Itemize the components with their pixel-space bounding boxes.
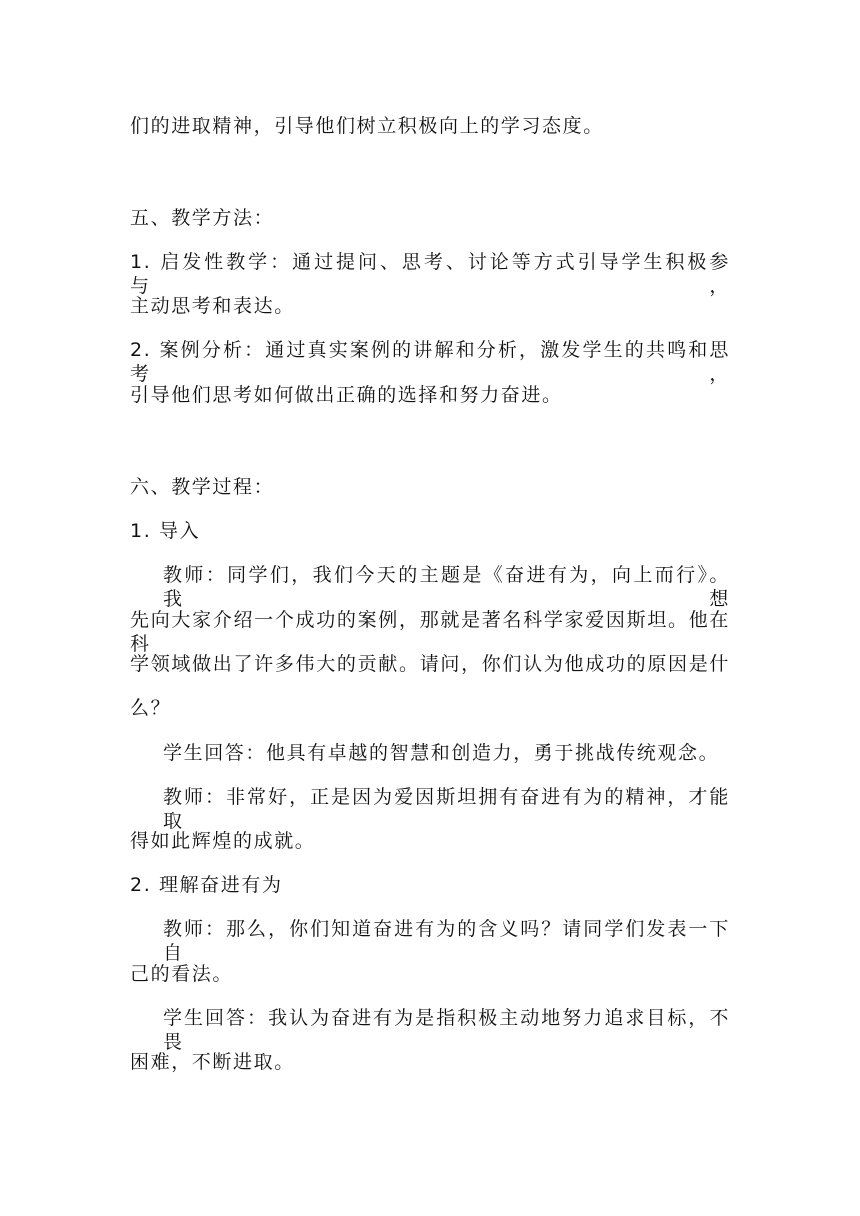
paragraph-line: 教师：那么，你们知道奋进有为的含义吗？请同学们发表一下自 — [163, 918, 730, 964]
paragraph-line: 们的进取精神，引导他们树立积极向上的学习态度。 — [130, 115, 604, 137]
subsection-heading: 1. 导入 — [130, 520, 201, 542]
subsection-heading: 2. 理解奋进有为 — [130, 874, 283, 896]
list-item-line: 2. 案例分析：通过真实案例的讲解和分析，激发学生的共鸣和思考， — [130, 339, 730, 385]
paragraph-line: 学领域做出了许多伟大的贡献。请问，你们认为他成功的原因是什 — [130, 653, 730, 675]
paragraph-line: 教师：同学们，我们今天的主题是《奋进有为，向上而行》。我想 — [163, 564, 730, 610]
paragraph-line: 先向大家介绍一个成功的案例，那就是著名科学家爱因斯坦。他在科 — [130, 609, 730, 655]
paragraph-line: 教师：非常好，正是因为爱因斯坦拥有奋进有为的精神，才能取 — [163, 786, 730, 832]
paragraph-line: 学生回答：他具有卓越的智慧和创造力，勇于挑战传统观念。 — [163, 742, 720, 764]
paragraph-line: 得如此辉煌的成就。 — [130, 830, 316, 852]
paragraph-line: 困难，不断进取。 — [130, 1051, 295, 1073]
paragraph-line: 么？ — [130, 697, 172, 719]
list-item-line: 引导他们思考如何做出正确的选择和努力奋进。 — [130, 384, 563, 406]
paragraph-line: 己的看法。 — [130, 963, 234, 985]
list-item-line: 主动思考和表达。 — [130, 295, 295, 317]
section-heading: 六、教学过程： — [130, 476, 275, 498]
paragraph-line: 学生回答：我认为奋进有为是指积极主动地努力追求目标，不畏 — [163, 1007, 730, 1053]
section-heading: 五、教学方法： — [130, 207, 275, 229]
list-item-line: 1. 启发性教学：通过提问、思考、讨论等方式引导学生积极参与， — [130, 251, 730, 297]
